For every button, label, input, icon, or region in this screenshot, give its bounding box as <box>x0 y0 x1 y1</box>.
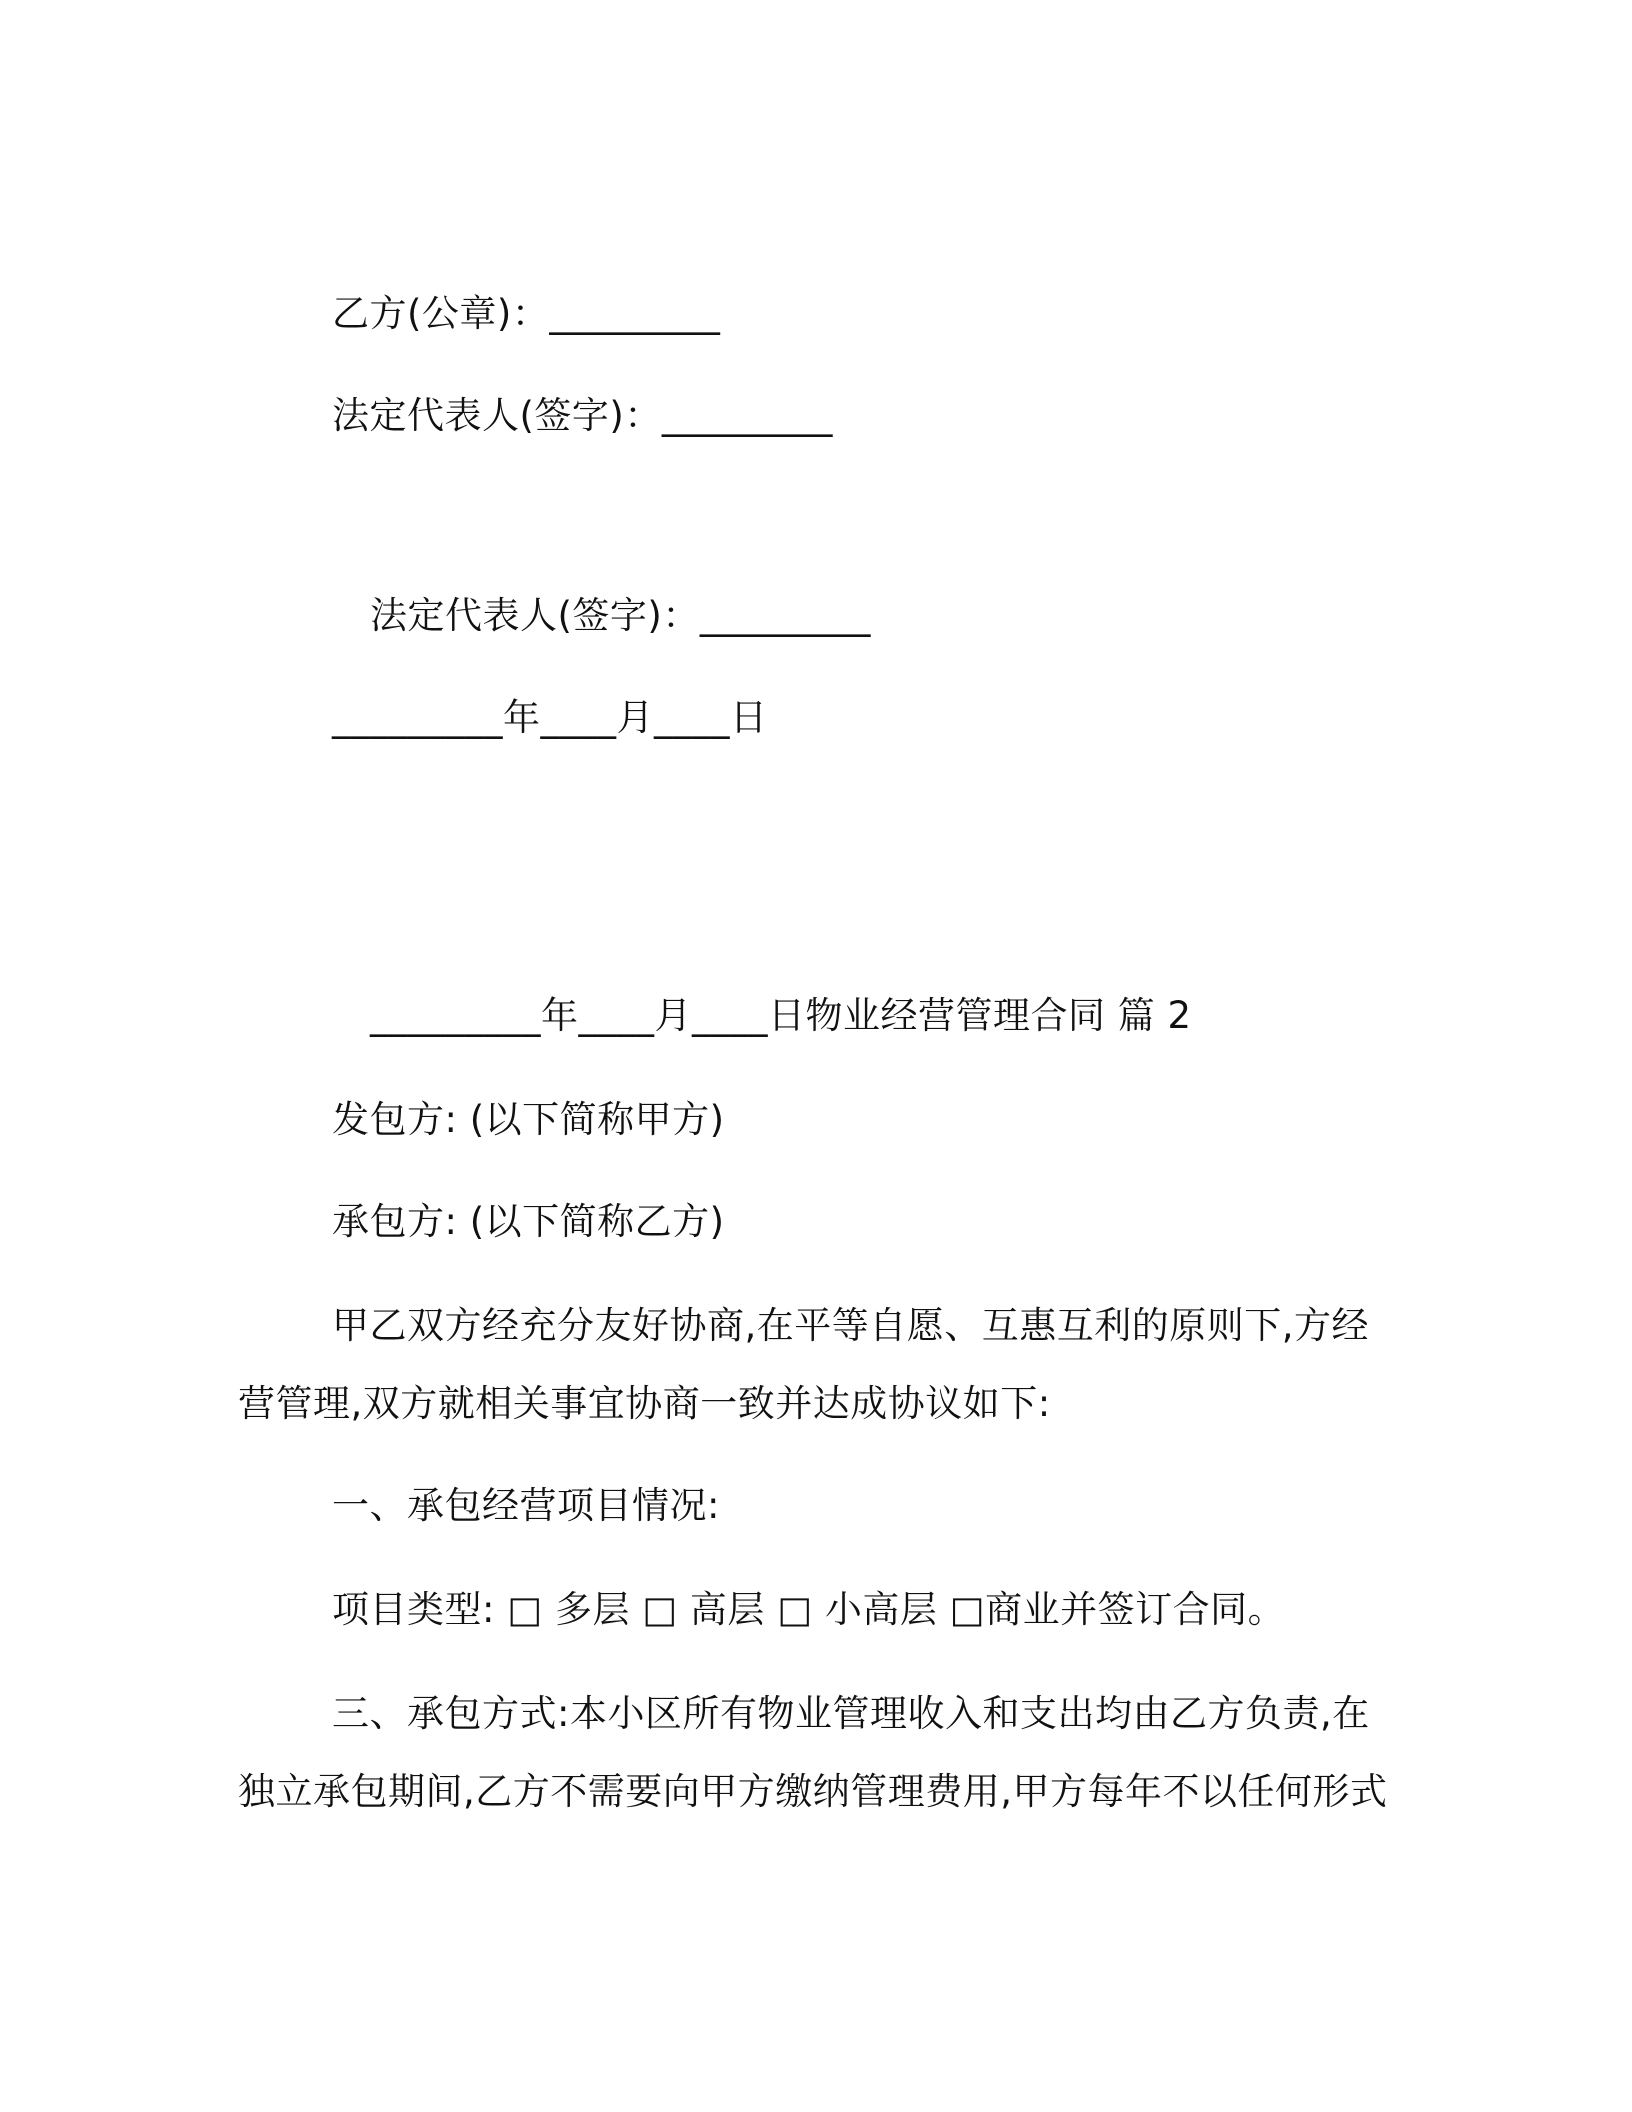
clause-3-line-2: 独立承包期间,乙方不需要向甲方缴纳管理费用,甲方每年不以任何形式 <box>238 1770 1388 1813</box>
contract-title: _________年____月____日物业经营管理合同 篇 2 <box>370 994 1192 1037</box>
party-a-line: 发包方: (以下简称甲方) <box>332 1098 725 1141</box>
intro-paragraph-line-1: 甲乙双方经充分友好协商,在平等自愿、互惠互利的原则下,方经 <box>332 1304 1370 1347</box>
party-b-seal-line: 乙方(公章)：_________ <box>332 292 721 335</box>
legal-representative-signature-line: 法定代表人(签字)：_________ <box>332 394 833 437</box>
clause-3-line-1: 三、承包方式:本小区所有物业管理收入和支出均由乙方负责,在 <box>332 1692 1370 1735</box>
party-b-line: 承包方: (以下简称乙方) <box>332 1200 725 1243</box>
signature-date-line: _________年____月____日 <box>332 696 768 739</box>
legal-representative-signature-line-2: 法定代表人(签字)：_________ <box>370 594 871 637</box>
clause-1-heading: 一、承包经营项目情况: <box>332 1484 720 1527</box>
project-type-line: 项目类型: □ 多层 □ 高层 □ 小高层 □商业并签订合同。 <box>332 1588 1286 1631</box>
intro-paragraph-line-2: 营管理,双方就相关事宜协商一致并达成协议如下: <box>238 1382 1051 1425</box>
